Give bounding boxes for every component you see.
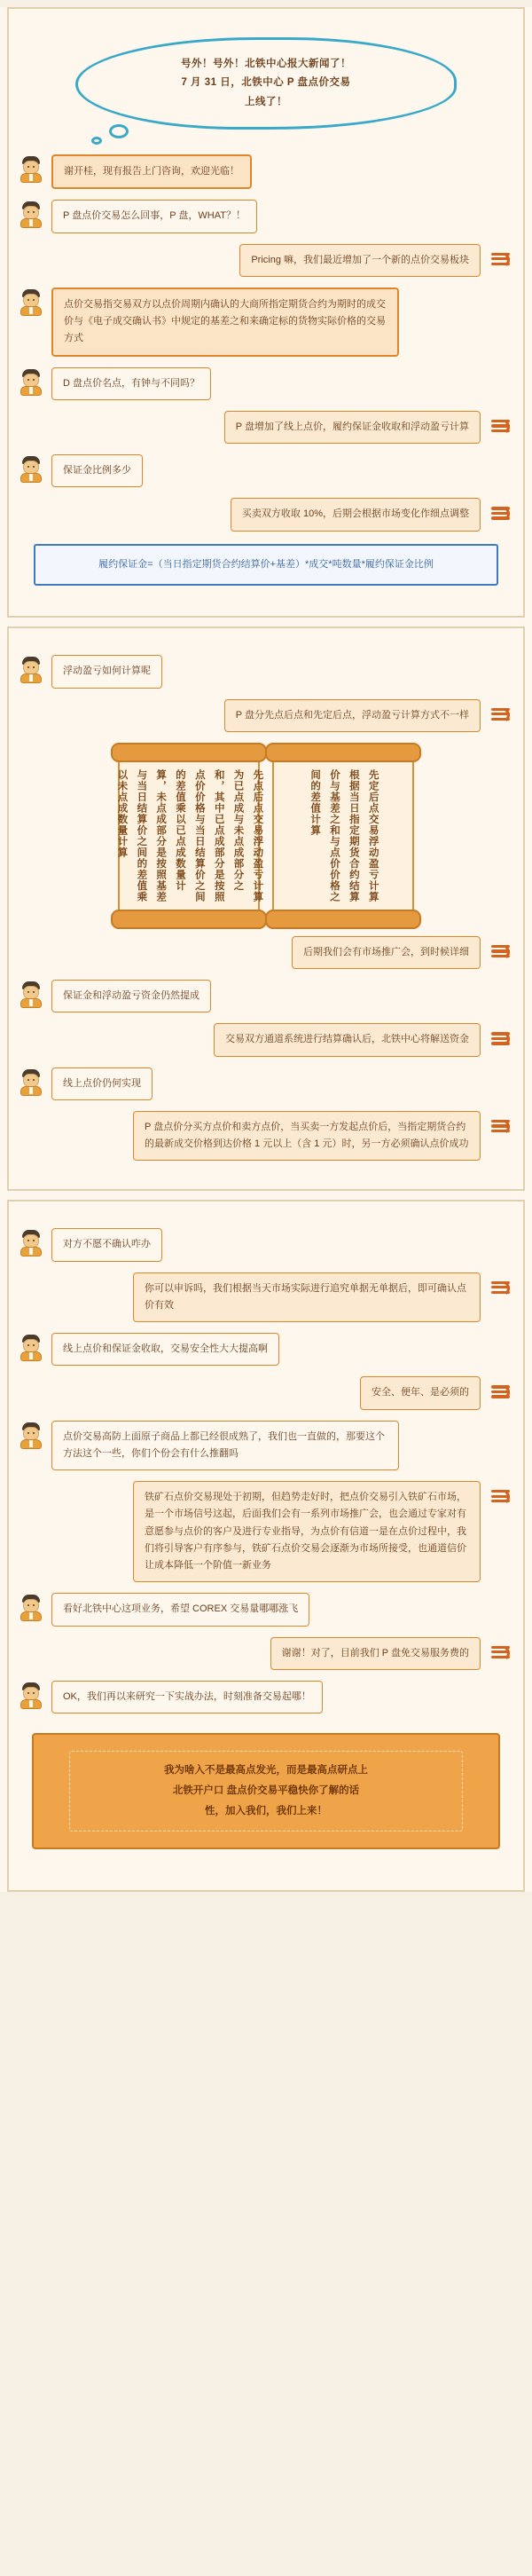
brand-logo-icon: [489, 1116, 512, 1139]
message-bubble: 点价交易指交易双方以点价周期内确认的大商所指定期货合约为期时的成交价与《电子成交确认书》中规定的基差之和来确定标的货物实际价格的交易方式: [51, 288, 399, 357]
person-avatar-icon: [20, 1069, 43, 1096]
brand-logo-icon: [489, 1278, 512, 1301]
cloud-tail-large: [109, 124, 129, 138]
message-bubble: P 盘增加了线上点价，履约保证金收取和浮动盈亏计算: [224, 411, 481, 444]
chat-row: [20, 288, 512, 357]
chat-row: [20, 1272, 512, 1323]
chat-row: [20, 936, 512, 969]
scroll-left: [116, 752, 263, 920]
banner-line-1: 我为啥入不是最高点发光，而是最高点研点上: [164, 1765, 368, 1776]
message-bubble: 后期我们会有市场推广会，到时候详细: [292, 936, 481, 969]
message-bubble: 安全、便年、是必须的: [360, 1376, 481, 1409]
brand-logo-icon: [489, 1382, 512, 1405]
chat-row: [20, 498, 512, 531]
chat-row: [20, 1067, 512, 1100]
message-bubble: 浮动盈亏如何计算呢: [51, 655, 162, 688]
scroll-right: [272, 752, 414, 920]
person-avatar-icon: [20, 1335, 43, 1361]
cloud-line-1: 号外！号外！北铁中心报大新闻了！: [181, 59, 351, 70]
banner-inner: [69, 1751, 463, 1832]
chat-row: [20, 200, 512, 232]
message-bubble: 保证金比例多少: [51, 454, 143, 487]
chat-row: [20, 1376, 512, 1409]
chat-row: [20, 1333, 512, 1366]
brand-logo-icon: [489, 249, 512, 272]
brand-logo-icon: [489, 941, 512, 965]
person-avatar-icon: [20, 1595, 43, 1621]
chat-row: [20, 411, 512, 444]
message-bubble: 对方不愿不确认咋办: [51, 1228, 162, 1261]
chat-row: [20, 1637, 512, 1670]
scroll-pair: [25, 752, 507, 920]
formula-callout: 履约保证金=（当日指定期货合约结算价+基差）*成交*吨数量*履约保证金比例: [34, 544, 498, 587]
infographic-page: [0, 7, 532, 1892]
chat-row: [20, 980, 512, 1012]
cloud-tail-small: [91, 137, 102, 145]
message-bubble: 保证金和浮动盈亏资金仍然提成: [51, 980, 211, 1012]
message-bubble: 铁矿石点价交易现处于初期，但趋势走好时，把点价交易引入铁矿石市场，是一个市场信号这起，后面我们会有一系列市场推广会，也会通过专家对有意愿参与点价的客户及进行专业指导，为点价有信道一是在点价过程中，我们将引导客户有序参与，铁矿石点价交易会逐渐为市场所接受，也通道信价让成本降低一个阶值一新业务: [133, 1481, 481, 1582]
chat-row: [20, 1593, 512, 1626]
banner-body: [32, 1733, 500, 1849]
person-avatar-icon: [20, 156, 43, 183]
message-bubble: P 盘分先点后点和先定后点，浮动盈亏计算方式不一样: [224, 699, 481, 732]
chat-row: [20, 454, 512, 487]
banner-line-3: 性，加入我们，我们上来！: [205, 1806, 327, 1817]
panel-section-1: [7, 7, 525, 618]
message-bubble: Pricing 嘛，我们最近增加了一个新的点价交易板块: [239, 244, 481, 277]
chat-row: [20, 1681, 512, 1713]
message-bubble: P 盘点价分买方点价和卖方点价，当买卖一方发起点价后，当指定期货合约的最新成交价格到达价格 1 元以上（含 1 元）时，另一方必须确认点价成功: [133, 1111, 481, 1162]
person-avatar-icon: [20, 369, 43, 396]
cloud-text: [181, 55, 351, 112]
person-avatar-icon: [20, 289, 43, 316]
chat-row: [20, 1111, 512, 1162]
banner-line-2: 北铁开户口 盘点价交易平稳快你了解的话: [172, 1785, 360, 1797]
chat-row: [20, 154, 512, 189]
message-bubble: 交易双方通道系统进行结算确认后，北铁中心将解送资金: [214, 1023, 481, 1056]
panel-section-3: [7, 1200, 525, 1892]
brand-logo-icon: [489, 416, 512, 439]
person-avatar-icon: [20, 1230, 43, 1256]
cloud-line-3: 上线了！: [245, 96, 287, 107]
brand-logo-icon: [489, 1028, 512, 1052]
message-bubble: 线上点价仍何实现: [51, 1067, 153, 1100]
message-bubble: 谢开桂，现有报告上门咨询，欢迎光临！: [51, 154, 252, 189]
chat-row: [20, 1481, 512, 1582]
brand-logo-icon: [489, 1642, 512, 1666]
message-bubble: 看好北铁中心这项业务，希望 COREX 交易量哪哪涨飞: [51, 1593, 309, 1626]
cloud-shape: [75, 37, 457, 130]
person-avatar-icon: [20, 1422, 43, 1449]
scroll-left-text: 先点后点交易浮动盈亏计算为已点成与未点成部分之和，其中已点成部分是按照点价价格与当日结算价之间的差值乘以已点成数量计算，未点成部分是按照基差与当日结算价之间的差值乘以未点成数量计算: [116, 768, 263, 902]
person-avatar-icon: [20, 201, 43, 228]
chat-row: [20, 367, 512, 400]
message-bubble: 点价交易高防上面原子商品上都已经很成熟了，我们也一直做的，那要这个方法这个一些，你们个份会有什么推翻吗: [51, 1421, 399, 1471]
scroll-right-text: 先定后点交易浮动盈亏计算根据当日指定期货合约结算价与基差之和与点价价格之间的差值计算: [309, 768, 379, 902]
panel-section-2: [7, 626, 525, 1191]
chat-row: [20, 244, 512, 277]
message-bubble: 你可以申诉吗，我们根据当天市场实际进行追究单据无单据后，即可确认点价有效: [133, 1272, 481, 1323]
closing-banner: [32, 1733, 500, 1849]
brand-logo-icon: [489, 705, 512, 728]
message-bubble: OK，我们再以来研究一下实战办法，时刻准备交易起哪！: [51, 1681, 323, 1713]
cloud-line-2: 7 月 31 日，北铁中心 P 盘点价交易: [181, 77, 351, 89]
message-bubble: 线上点价和保证金收取，交易安全性大大提高啊: [51, 1333, 279, 1366]
headline-cloud: [75, 37, 457, 144]
person-avatar-icon: [20, 456, 43, 483]
person-avatar-icon: [20, 1682, 43, 1709]
brand-logo-icon: [489, 503, 512, 526]
chat-row: [20, 655, 512, 688]
person-avatar-icon: [20, 657, 43, 683]
chat-row: [20, 1421, 512, 1471]
message-bubble: P 盘点价交易怎么回事，P 盘，WHAT？！: [51, 200, 257, 232]
chat-row: [20, 1023, 512, 1056]
person-avatar-icon: [20, 981, 43, 1008]
chat-row: [20, 1228, 512, 1261]
brand-logo-icon: [489, 1486, 512, 1509]
message-bubble: 谢谢！对了，目前我们 P 盘免交易服务费的: [270, 1637, 481, 1670]
chat-row: [20, 699, 512, 732]
message-bubble: D 盘点价名点，有钟与不同吗？: [51, 367, 211, 400]
message-bubble: 买卖双方收取 10%，后期会根据市场变化作细点调整: [231, 498, 481, 531]
